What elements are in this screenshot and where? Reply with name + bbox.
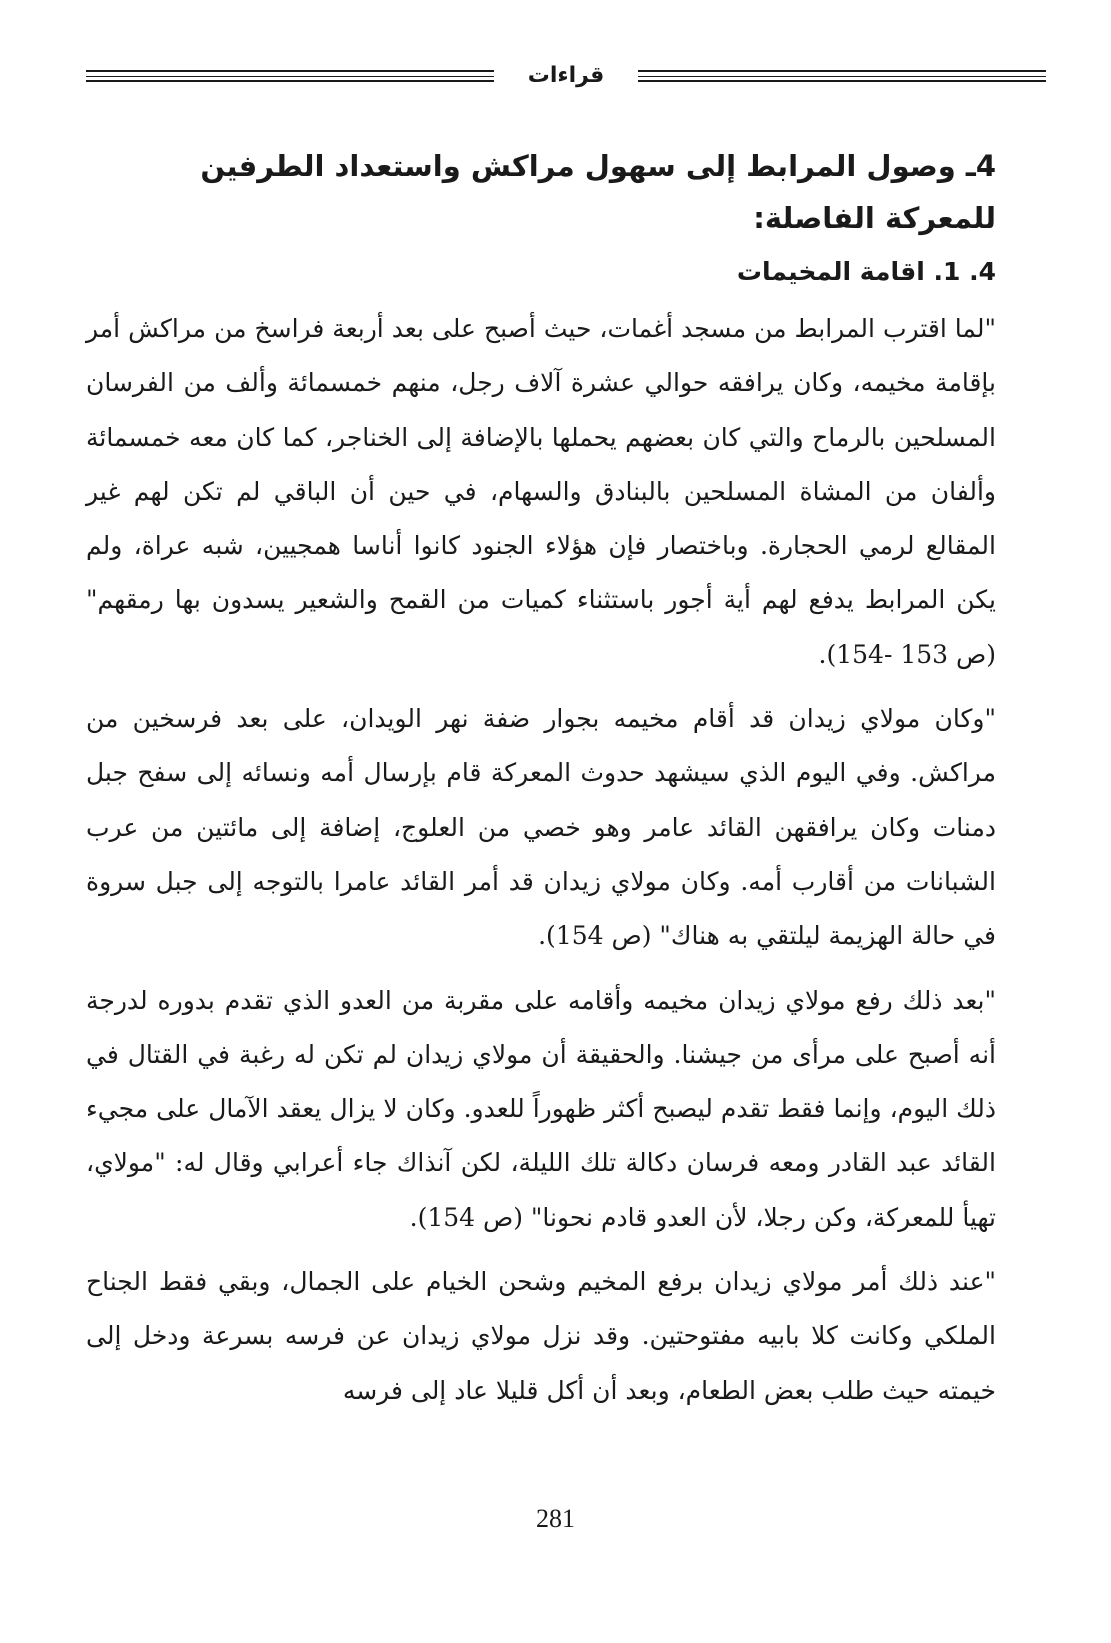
paragraph: "وكان مولاي زيدان قد أقام مخيمه بجوار ضفة نهر الويدان، على بعد فرسخين من مراكش. وفي اليوم الذي سيشهد حدوث المعركة قام بإرسال أمه ونسائه إلى سفح جبل دمنات وكان يرافقهن القائد عامر وهو خصي من العلوج، إضافة إلى مائتين من عرب الشبانات من أقارب أمه. وكان مولاي زيدان قد أمر القائد عامرا بالتوجه إلى جبل سروة في حالة الهزيمة ليلتقي به هناك" (ص 154). xyxy=(86,704,996,951)
header-rule-left xyxy=(86,70,494,82)
running-header xyxy=(86,56,1046,96)
section-heading: 4ـ وصول المرابط إلى سهول مراكش واستعداد الطرفين للمعركة الفاصلة: xyxy=(200,149,996,235)
paragraph: "لما اقترب المرابط من مسجد أغمات، حيث أصبح على بعد أربعة فراسخ من مراكش أمر بإقامة مخيمه، وكان يرافقه حوالي عشرة آلاف رجل، منهم خمسمائة وألف من الفرسان المسلحين بالرماح والتي كان بعضهم يحملها بالإضافة إلى الخناجر، كما كان معه خمسمائة وألفان من المشاة المسلحين بالبنادق والسهام، في حين أن الباقي لم تكن لهم غير المقالع لرمي الحجارة. وباختصار فإن هؤلاء الجنود كانوا أناسا همجيين، شبه عراة، ولم يكن المرابط يدفع لهم أية أجور باستثناء كميات من القمح والشعير يسدون بها رمقهم"(ص 153 -154). xyxy=(86,314,996,669)
running-header-title: قراءات xyxy=(527,63,605,88)
header-rule-right xyxy=(638,70,1046,82)
paragraph: "بعد ذلك رفع مولاي زيدان مخيمه وأقامه على مقربة من العدو الذي تقدم بدوره لدرجة أنه أصبح على مرأى من جيشنا. والحقيقة أن مولاي زيدان لم تكن له رغبة في القتال في ذلك اليوم، وإنما فقط تقدم ليصبح أكثر ظهوراً للعدو. وكان لا يزال يعقد الآمال على مجيء القائد عبد القادر ومعه فرسان دكالة تلك الليلة، لكن آنذاك جاء أعرابي وقال له: "مولاي، تهيأ للمعركة، وكن رجلا، لأن العدو قادم نحونا" (ص 154). xyxy=(86,985,996,1232)
subsection-heading: 4. 1. اقامة المخيمات xyxy=(736,257,996,286)
page-number: 281 xyxy=(536,1504,575,1533)
paragraph: "عند ذلك أمر مولاي زيدان برفع المخيم وشحن الخيام على الجمال، وبقي فقط الجناح الملكي وكانت كلا بابيه مفتوحتين. وقد نزل مولاي زيدان عن فرسه بسرعة ودخل إلى خيمته حيث طلب بعض الطعام، وبعد أن أكل قليلا عاد إلى فرسه xyxy=(86,1267,996,1405)
page-content xyxy=(86,140,996,1428)
